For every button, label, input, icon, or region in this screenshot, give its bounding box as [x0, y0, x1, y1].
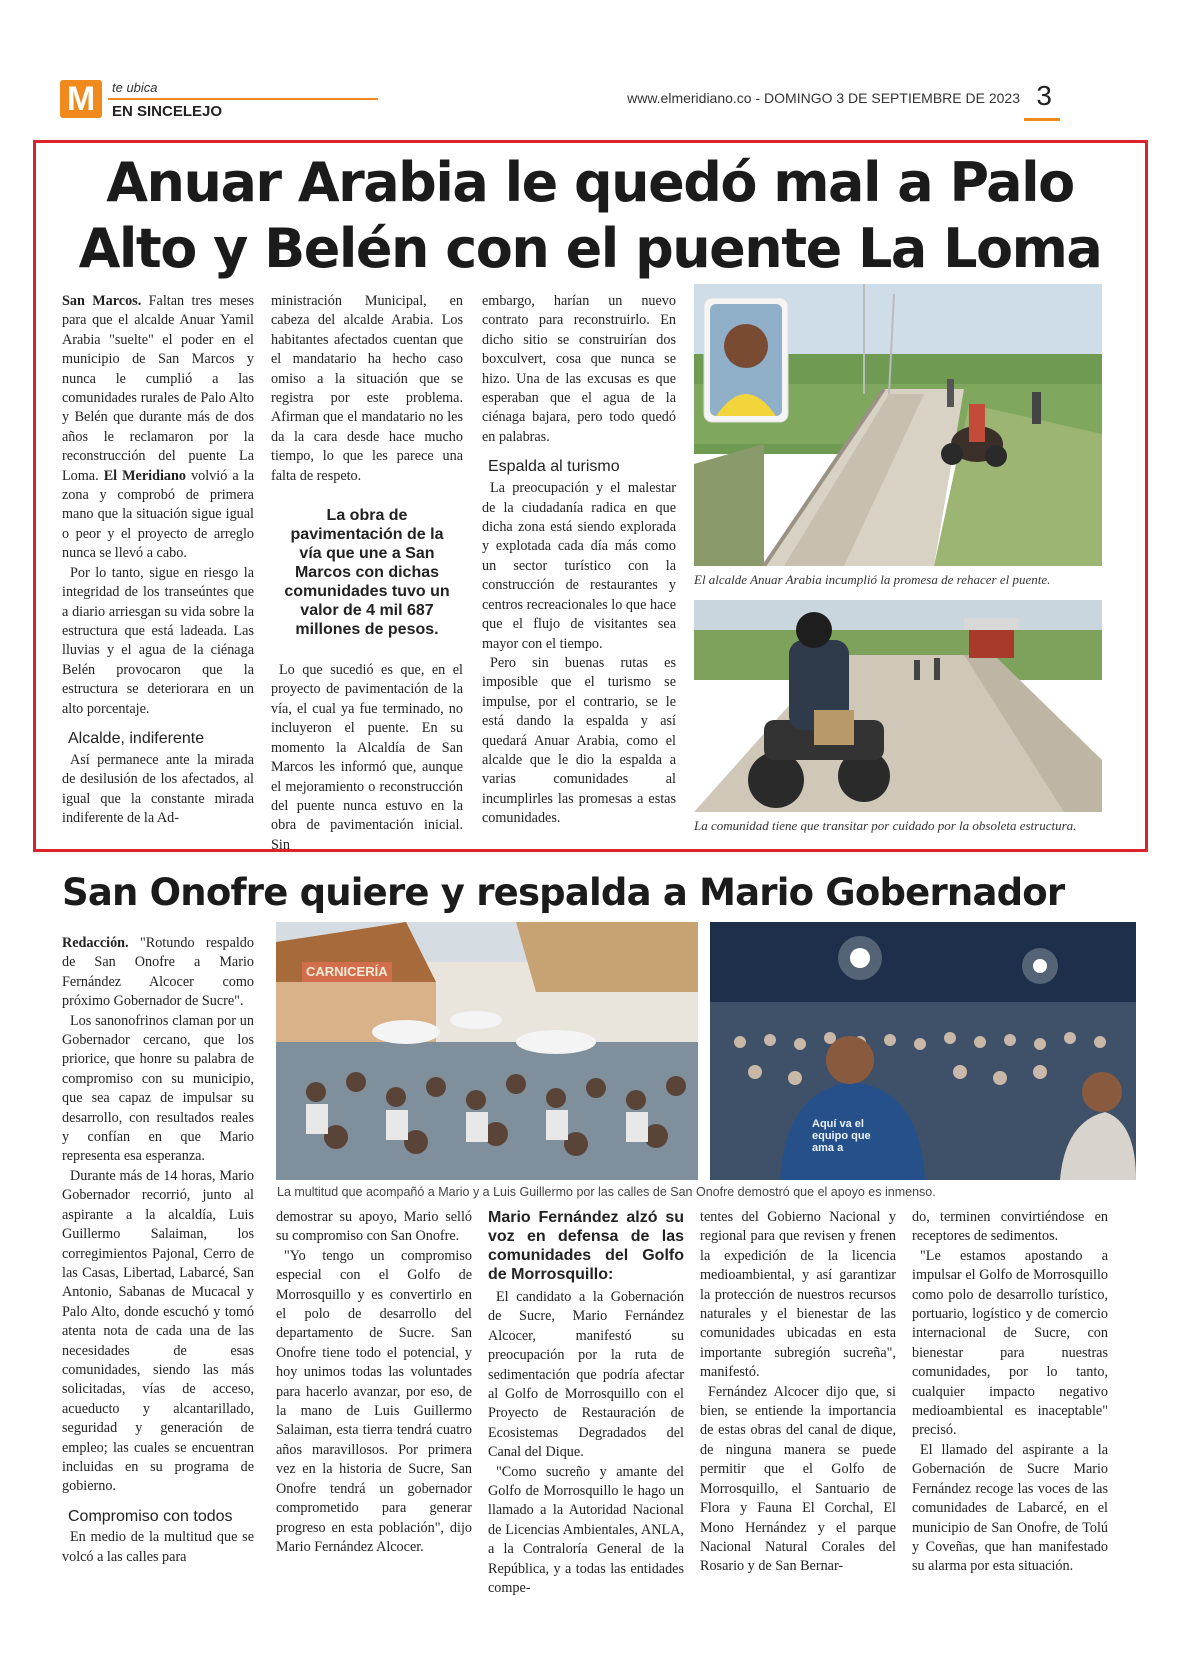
- crowd-night-illustration: [710, 922, 1136, 1180]
- paragraph: Fernández Alcocer dijo que, si bien, se entiende la importancia de estas obras del canal de dique, de ninguna manera se puede permitir que el Golfo de Morrosquillo, el Santuario de Flora y Fauna El Corchal, El Mono Hernández y el parque Nacional Natural Corales del Rosario y de San Bernar-: [700, 1383, 896, 1575]
- article-column-4: [700, 1208, 896, 1577]
- paragraph: En medio de la multitud que se volcó a las calles para: [62, 1529, 254, 1565]
- paragraph: Pero sin buenas rutas es imposible que el turismo se impulse, por el contrario, se le está dando la espalda y así quedará Anuar Arabia, como el alcalde que le dio la espalda a varias comunidades al incumplirles las promesas a estas comunidades.: [482, 654, 676, 827]
- article-column-1: [62, 934, 254, 1567]
- paragraph: do, terminen convirtiéndose en receptores de sedimentos.: [912, 1209, 1108, 1245]
- paragraph: "Le estamos apostando a impulsar el Golfo de Morrosquillo como polo de desarrollo turístico, portuario, logístico y de comercio internacional de Sucre, con bienestar para nuestras comunidades, por lo tanto, cualquier impacto negativo medioambiental es inaceptable" precisó.: [912, 1247, 1108, 1439]
- photo-caption: El alcalde Anuar Arabia incumplió la promesa de rehacer el puente.: [694, 572, 1051, 587]
- header-rule: [108, 98, 378, 100]
- paragraph: "Como sucreño y amante del Golfo de Morrosquillo le hago un llamado a la Autoridad Nacional de Licencias Ambientales, ANLA, a la Contraloría General de la República, y a todas las entidades compe-: [488, 1463, 684, 1597]
- paragraph: Durante más de 14 horas, Mario Gobernador recorrió, junto al aspirante a la alcaldía, Luis Guillermo Salaiman, los corregimientos Pajonal, Cerro de las Casas, Libertad, Labarcé, San Antonio, Sabanas de Mucacal y Palo Alto, donde escuchó y tomó atenta nota de cada una de las necesidades de esas comunidades, siendo las más solicitadas, vías de acceso, acueducto y alcantarillado, seguridad y generación de empleo; las cuales se encuentran incluidas en su programa de gobierno.: [62, 1167, 254, 1495]
- crowd-day-illustration: [276, 922, 698, 1180]
- section-kicker-top: te ubica: [112, 80, 158, 95]
- shop-sign: CARNICERÍA: [306, 964, 388, 979]
- paragraph: Lo que sucedió es que, en el proyecto de pavimentación de la vía, el cual ya fue terminado, no incluyeron el puente. En su momento la Alcaldía de San Marcos les informó que, aunque el mejoramiento o reconstrucción del puente nunca estuvo en la obra de pavimentación inicial. Sin: [271, 662, 463, 853]
- photo-caption: La multitud que acompañó a Mario y a Luis Guillermo por las calles de San Onofre demostró que el apoyo es inmenso.: [277, 1185, 936, 1199]
- dateline: San Marcos.: [62, 293, 142, 309]
- paragraph-text: volvió a la zona y comprobó de primera mano que la situación sigue igual o peor y el proyecto de arreglo nunca se llevó a cabo.: [62, 467, 254, 562]
- page-number: 3: [1036, 80, 1052, 111]
- crowd-photo-night: [710, 922, 1136, 1180]
- shirt-text: Aquí va el equipo que ama a: [812, 1118, 871, 1154]
- paragraph: embargo, harían un nuevo contrato para reconstruirlo. En dicho sitio se construirían dos boxculvert, cosa que nunca se hizo. Una de las excusas es que esperaban que el agua de la ciénaga bajara, pero todo quedó en palabras.: [482, 293, 676, 445]
- paragraph: El candidato a la Gobernación de Sucre, Mario Fernández Alcocer, manifestó su preocupación por la ruta de sedimentación que podría afectar al Golfo de Morrosquillo con el Proyecto de Restauración de Ecosistemas Degradados del Canal del Dique.: [488, 1289, 684, 1461]
- article-column-2: [276, 1208, 472, 1557]
- paragraph: tentes del Gobierno Nacional y regional para que revisen y frenen la expedición de la licencia medioambiental, y así garantizar la protección de nuestros recursos naturales y el bienestar de las comunidades ubicadas en esta importante subregión sucreña", manifestó.: [700, 1209, 896, 1381]
- article-column-1: [62, 292, 254, 829]
- bridge-illustration: [694, 284, 1102, 566]
- article-column-3: [488, 1208, 684, 1599]
- article-column-3: [482, 292, 676, 829]
- dateline: Redacción.: [62, 935, 129, 951]
- masthead: [60, 80, 1120, 128]
- article-headline: San Onofre quiere y respalda a Mario Gobernador: [62, 871, 1065, 914]
- newspaper-name: El Meridiano: [103, 467, 187, 484]
- paragraph: [62, 292, 254, 564]
- paragraph-text: "Rotundo respaldo de San Onofre a Mario Fernández Alcocer como próximo Gobernador de Sucre".: [62, 935, 254, 1010]
- paragraph: La preocupación y el malestar de la ciudadanía radica en que dicha zona está siendo explorada y explotada cada día más como un sector turístico con la construcción de restaurantes y centros recreacionales lo que hace que el flujo de visitantes sea mayor con el tiempo.: [482, 480, 676, 652]
- section-kicker: EN SINCELEJO: [112, 103, 223, 120]
- bridge-photo: [694, 284, 1102, 566]
- crowd-photo-day: [276, 922, 698, 1180]
- paragraph-text: Faltan tres meses para que el alcalde Anuar Yamil Arabia "suelte" el poder en el municipio de San Marcos y nunca le cumplió a las comunidades rurales de Palo Alto y Belén que durante más de dos años le reclamaron por la reconstrucción del puente La Loma.: [62, 293, 255, 484]
- photo-caption: La comunidad tiene que transitar por cuidado por la obsoleta estructura.: [694, 818, 1077, 833]
- page-number-rule: [1024, 118, 1060, 121]
- subheading: Alcalde, indiferente: [68, 729, 205, 747]
- article-column-2: [271, 292, 463, 855]
- article-column-5: [912, 1208, 1108, 1577]
- paragraph: "Yo tengo un compromiso especial con el Golfo de Morrosquillo y es convertirlo en el polo de desarrollo del departamento de Sucre. San Onofre tiene todo el potencial, y hoy unimos todas las voluntades para hacerlo avanzar, por eso, de la mano de Luis Guillermo Salaiman, esta tierra tendrá cuatro años maravillosos. Por primera vez en la historia de Sucre, San Onofre tendrá un gobernador comprometido para generar progreso en esta población", dijo Mario Fernández Alcocer.: [276, 1247, 472, 1555]
- paragraph: Por lo tanto, sigue en riesgo la integridad de los transeúntes que a diario arriesgan su vida sobre la estructura que está ladeada. Las lluvias y el agua de la ciénaga Belén provocaron que la estructura se deteriorara en un alto porcentaje.: [62, 564, 254, 717]
- paragraph: [62, 934, 254, 1012]
- paragraph: Los sanonofrinos claman por un Gobernador cercano, que los priorice, que honre su palabra de compromiso con su municipio, que sea capaz de impulsar su desarrollo, con resultados reales y confían en que Mario representa esa esperanza.: [62, 1012, 254, 1165]
- subheading: Mario Fernández alzó su voz en defensa de las comunidades del Golfo de Morrosquillo:: [488, 1209, 684, 1283]
- subheading: Espalda al turismo: [488, 458, 620, 476]
- motorcycle-photo: [694, 600, 1102, 812]
- site-and-date: www.elmeridiano.co - DOMINGO 3 DE SEPTIEMBRE DE 2023: [627, 90, 1020, 106]
- paragraph: Así permanece ante la mirada de desilusión de los afectados, al igual que la constante mirada indiferente de la Ad-: [62, 751, 254, 827]
- logo-m-icon: M: [60, 80, 102, 118]
- paragraph: ministración Municipal, en cabeza del alcalde Arabia. Los habitantes afectados cuentan que el mandatario ha hecho caso omiso a la situación que se registra por este problema. Afirman que el mandatario no les da la cara desde hace mucho tiempo, lo que les parece una falta de respeto.: [271, 293, 463, 484]
- paragraph: demostrar su apoyo, Mario selló su compromiso con San Onofre.: [276, 1209, 472, 1245]
- subheading: Compromiso con todos: [68, 1507, 233, 1525]
- pull-quote: La obra de pavimentación de la vía que une a San Marcos con dichas comunidades tuvo un valor de 4 mil 687 millones de pesos.: [284, 507, 450, 639]
- article-headline: Anuar Arabia le quedó mal a Palo Alto y Belén con el puente La Loma: [78, 151, 1102, 280]
- paragraph: El llamado del aspirante a la Gobernación de Sucre Mario Fernández recoge las voces de las comunidades de Labarcé, en el municipio de San Onofre, de Tolú y Coveñas, que han manifestado su alarma por esta situación.: [912, 1441, 1108, 1575]
- motorcycle-illustration: [694, 600, 1102, 812]
